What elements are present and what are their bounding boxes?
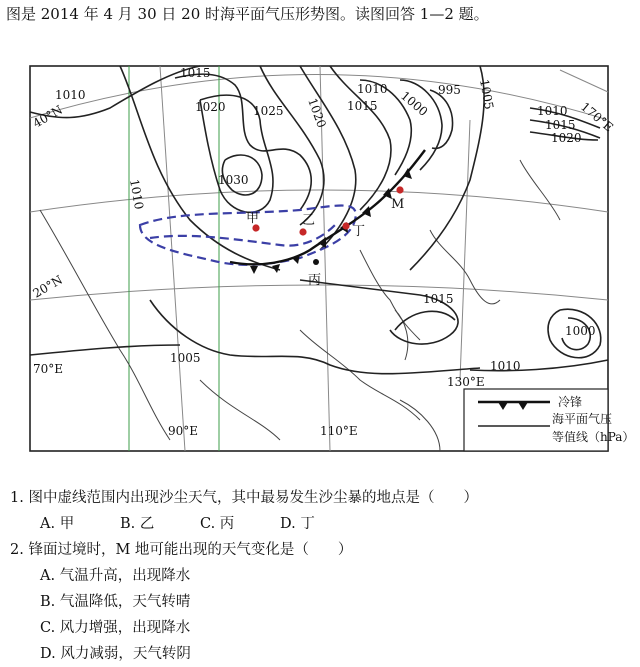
point-yi xyxy=(299,228,306,235)
lon-label: 70°E xyxy=(33,362,64,376)
isobar-label: 1015 xyxy=(347,99,378,113)
isobar-label: 1000 xyxy=(565,324,596,338)
point-yi-label: 乙 xyxy=(302,213,316,228)
isobar-label: 1015 xyxy=(545,118,576,132)
question-2-option-d[interactable]: D. 风力减弱，天气转阴 xyxy=(40,646,191,662)
legend-isobar-label-2: 等值线（hPa） xyxy=(552,430,635,444)
point-m xyxy=(396,186,403,193)
lon-label: 90°E xyxy=(168,424,199,438)
isobar-label: 1015 xyxy=(423,292,454,306)
point-bing xyxy=(313,259,319,265)
isobar-label: 1010 xyxy=(357,82,388,96)
legend-cold-front-label: 冷锋 xyxy=(558,395,583,409)
point-ding-label: 丁 xyxy=(352,224,366,239)
question-1-option-b[interactable]: B. 乙 xyxy=(120,516,155,532)
point-bing-label: 丙 xyxy=(308,273,322,288)
question-2-stem: 2. 锋面过境时，M 地可能出现的天气变化是（ ） xyxy=(10,542,353,558)
isobar-label: 1020 xyxy=(551,131,582,145)
isobar-label: 995 xyxy=(438,83,461,97)
isobar-label: 1020 xyxy=(195,100,226,114)
question-1-stem: 1. 图中虚线范围内出现沙尘天气，其中最易发生沙尘暴的地点是（ ） xyxy=(10,490,478,506)
isobar-label: 1010 xyxy=(55,88,86,102)
lon-label: 130°E xyxy=(447,375,485,389)
page-title: 图是 2014 年 4 月 30 日 20 时海平面气压形势图。读图回答 1—2 题。 xyxy=(6,5,489,23)
isobar-label: 1025 xyxy=(253,104,284,118)
question-2-option-a[interactable]: A. 气温升高，出现降水 xyxy=(40,568,191,584)
lon-label: 110°E xyxy=(320,424,358,438)
lon-label: 170°E xyxy=(578,99,616,135)
map-legend xyxy=(464,389,634,451)
question-2-option-c[interactable]: C. 风力增强，出现降水 xyxy=(40,620,191,636)
isobar-label: 1015 xyxy=(180,66,211,80)
question-1-option-c[interactable]: C. 丙 xyxy=(200,516,235,532)
point-m-label: M xyxy=(391,197,405,212)
isobar-label: 1010 xyxy=(490,359,521,373)
isobar-label: 1005 xyxy=(477,78,497,111)
isobar-label: 1030 xyxy=(218,173,249,187)
point-jia-label: 甲 xyxy=(246,211,260,226)
isobar-label: 1010 xyxy=(537,104,568,118)
isobar-label: 1000 xyxy=(398,88,431,119)
question-1-option-a[interactable]: A. 甲 xyxy=(40,516,75,532)
question-2-option-b[interactable]: B. 气温降低，天气转晴 xyxy=(40,594,191,610)
lat-label: 40°N xyxy=(30,102,66,131)
point-ding xyxy=(342,222,349,229)
legend-isobar-label-1: 海平面气压 xyxy=(552,412,613,426)
lat-label: 20°N xyxy=(30,272,66,301)
isobar-label: 1010 xyxy=(127,178,147,211)
isobar-label: 1005 xyxy=(170,351,201,365)
isobar-label: 1020 xyxy=(305,96,329,130)
question-1-option-d[interactable]: D. 丁 xyxy=(280,516,315,532)
